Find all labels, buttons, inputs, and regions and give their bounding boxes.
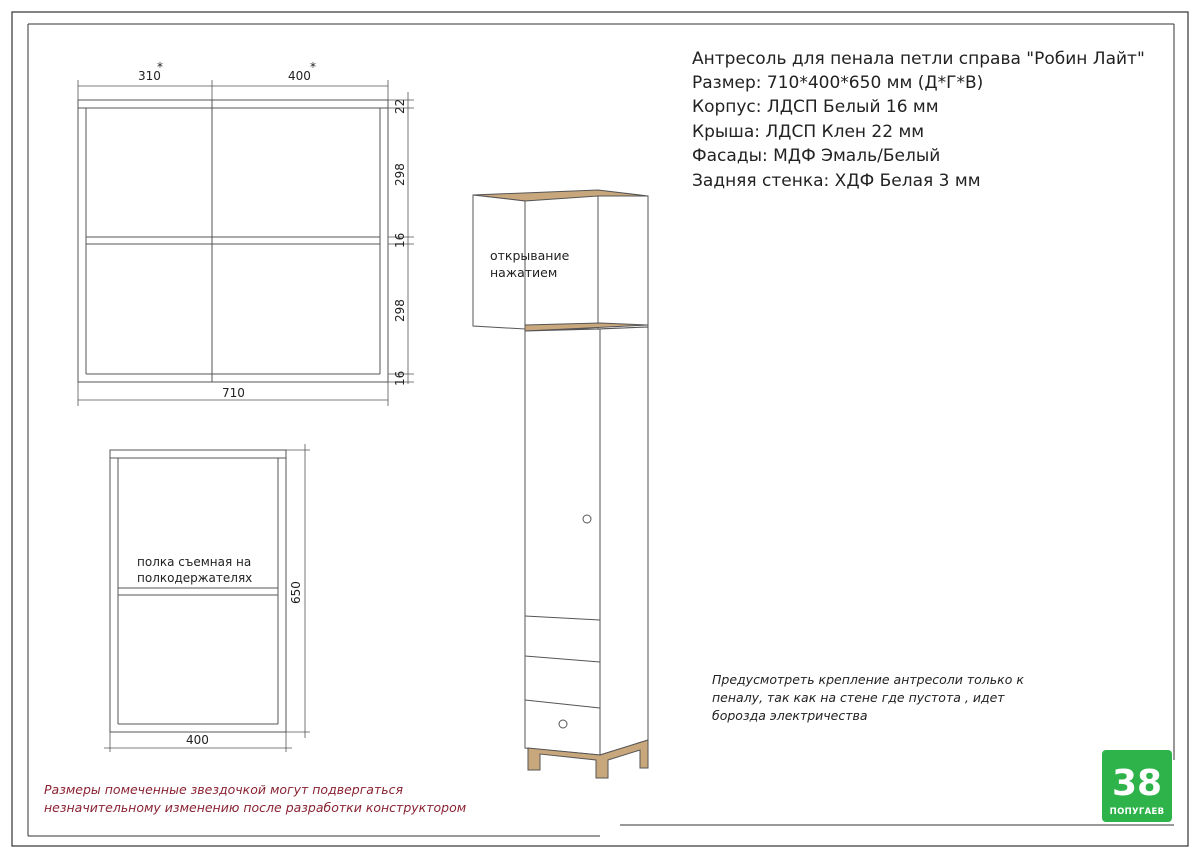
front-view (78, 100, 388, 382)
dim-shelf-thickness: 16 (393, 232, 407, 248)
dim-right-star: * (310, 60, 316, 74)
spec-title: Антресоль для пенала петли справа "Робин Лайт" (692, 49, 1145, 69)
logo-38-popugaev (1102, 750, 1172, 822)
spec-body: Корпус: ЛДСП Белый 16 мм (692, 97, 939, 117)
star-note-line2: незначительному изменению после разработки конструктором (44, 800, 467, 815)
spec-facades: Фасады: МДФ Эмаль/Белый (692, 146, 941, 166)
spec-roof: Крыша: ЛДСП Клен 22 мм (692, 122, 925, 142)
shelf-note-line1: полка съемная на (137, 555, 252, 569)
dim-upper-height: 298 (393, 163, 407, 186)
spec-block (692, 49, 1145, 191)
spec-back: Задняя стенка: ХДФ Белая 3 мм (692, 171, 981, 191)
front-view-dimensions (78, 80, 414, 406)
opening-note-line1: открывание (490, 248, 570, 263)
wardrobe-side (600, 327, 648, 755)
door-handle (583, 515, 591, 523)
opening-note-line2: нажатием (490, 265, 558, 280)
dim-left-width: 310 (138, 69, 161, 83)
mount-note-line1: Предусмотреть крепление антресоли только к (712, 672, 1024, 687)
mount-note-line3: борозда электричества (712, 708, 868, 723)
logo-word: ПОПУГАЕВ (1109, 807, 1165, 817)
shelf-note-line2: полкодержателях (137, 571, 253, 585)
mezzanine-side (598, 196, 648, 329)
dim-right-width: 400 (288, 69, 311, 83)
side-view-dimensions (104, 444, 310, 752)
dim-depth: 400 (186, 733, 209, 747)
dim-bottom-thickness: 16 (393, 370, 407, 386)
drawer-handle (559, 720, 567, 728)
mount-note-line2: пеналу, так как на стене где пустота , идет (712, 690, 1005, 705)
logo-number: 38 (1111, 763, 1163, 804)
dim-lower-height: 298 (393, 299, 407, 322)
dim-left-star: * (157, 60, 163, 74)
spec-size: Размер: 710*400*650 мм (Д*Г*В) (692, 73, 984, 93)
dim-total-width: 710 (222, 386, 245, 400)
star-note-line1: Размеры помеченные звездочкой могут подвергаться (44, 782, 403, 797)
dim-top-thickness: 22 (393, 98, 407, 114)
side-view (110, 450, 286, 732)
dim-height: 650 (289, 581, 303, 604)
wardrobe-front (525, 329, 600, 755)
